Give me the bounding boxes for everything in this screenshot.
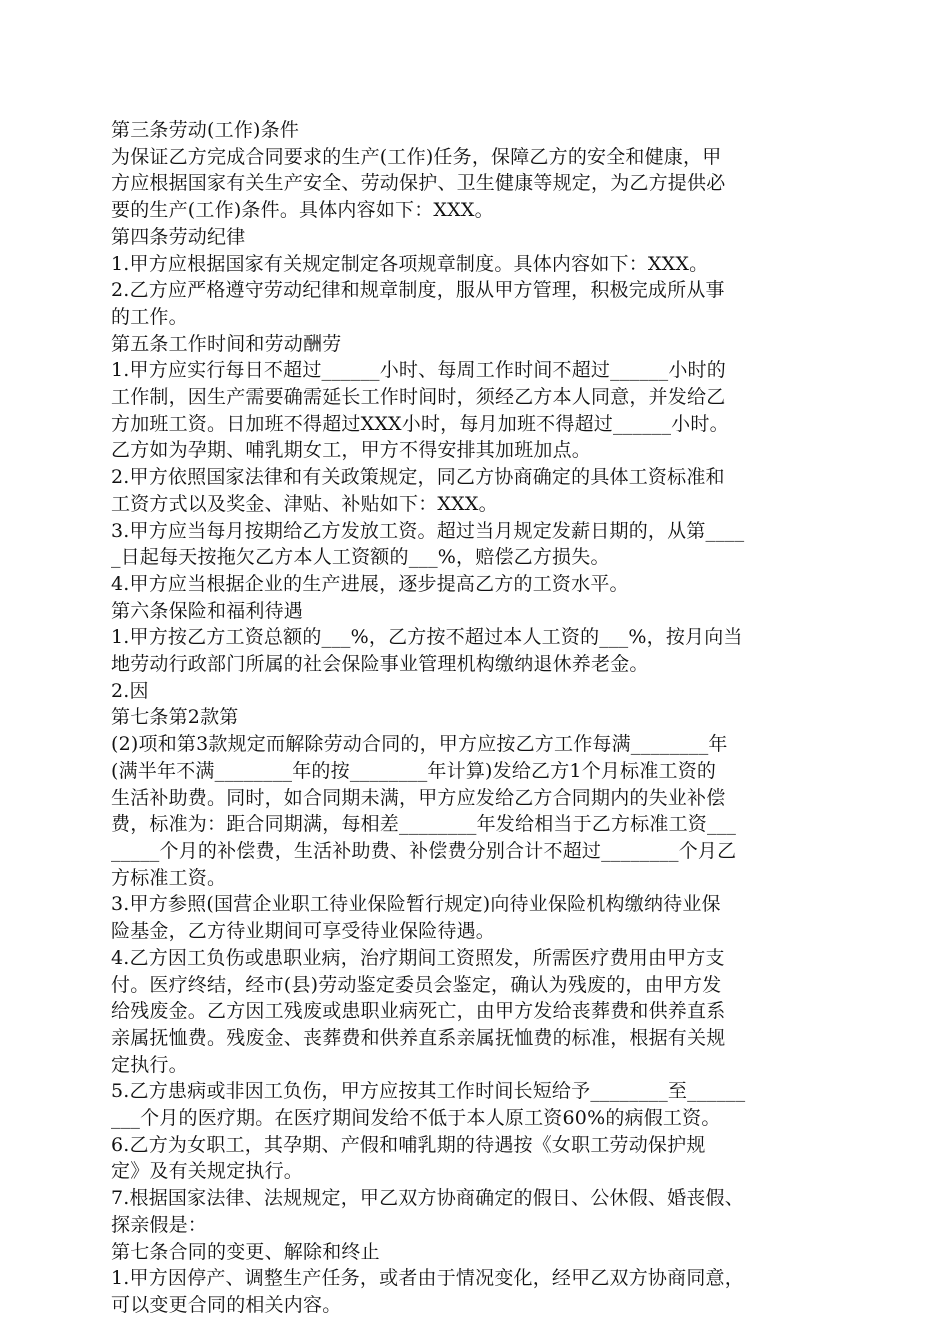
paragraph-line: 费，标准为：距合同期满，每相差________年发给相当于乙方标准工资___ [111, 813, 737, 836]
paragraph-line: 5.乙方患病或非因工负伤，甲方应按其工作时间长短给予________至______ [111, 1080, 746, 1103]
paragraph-line: 付。医疗终结，经市(县)劳动鉴定委员会鉴定，确认为残废的，由甲方发 [111, 973, 722, 996]
paragraph-line: 定执行。 [111, 1053, 188, 1076]
paragraph-line: 3.甲方参照(国营企业职工待业保险暂行规定)向待业保险机构缴纳待业保 [111, 893, 721, 916]
paragraph-line: 7.根据国家法律、法规规定，甲乙双方协商确定的假日、公休假、婚丧假、 [111, 1187, 744, 1210]
paragraph-line: 2.甲方依照国家法律和有关政策规定，同乙方协商确定的具体工资标准和 [111, 466, 725, 489]
paragraph-line: 定》及有关规定执行。 [111, 1160, 304, 1183]
paragraph-line: 生活补助费。同时，如合同期未满，甲方应发给乙方合同期内的失业补偿 [111, 786, 726, 809]
paragraph-line: 2.因 [111, 679, 149, 702]
paragraph-line: 6.乙方为女职工，其孕期、产假和哺乳期的待遇按《女职工劳动保护规 [111, 1133, 706, 1156]
paragraph-line: 要的生产(工作)条件。具体内容如下：XXX。 [111, 199, 494, 222]
paragraph-line: 探亲假是： [111, 1213, 208, 1236]
paragraph-line: 的工作。 [111, 305, 188, 328]
paragraph-line: 给残废金。乙方因工残废或患职业病死亡，由甲方发给丧葬费和供养直系 [111, 1000, 726, 1023]
paragraph-line: 1.甲方应实行每日不超过______小时、每周工作时间不超过______小时的 [111, 359, 726, 382]
paragraph-line: ___个月的医疗期。在医疗期间发给不低于本人原工资60%的病假工资。 [111, 1107, 721, 1130]
paragraph-line: 4.甲方应当根据企业的生产进展，逐步提高乙方的工资水平。 [111, 572, 629, 595]
paragraph-line: 险基金，乙方待业期间可享受待业保险待遇。 [111, 920, 496, 943]
section-6-heading: 第六条保险和福利待遇 [111, 599, 304, 622]
section-4-heading: 第四条劳动纪律 [111, 225, 246, 248]
paragraph-line: 4.乙方因工负伤或患职业病，治疗期间工资照发，所需医疗费用由甲方支 [111, 946, 725, 969]
paragraph-line: 方加班工资。日加班不得超过XXX小时，每月加班不得超过______小时。 [111, 412, 729, 435]
paragraph-line: 方标准工资。 [111, 866, 227, 889]
section-5-heading: 第五条工作时间和劳动酬劳 [111, 332, 342, 355]
section-7-heading: 第七条合同的变更、解除和终止 [111, 1240, 380, 1263]
paragraph-line: 2.乙方应严格遵守劳动纪律和规章制度，服从甲方管理，积极完成所从事 [111, 279, 725, 302]
paragraph-line: _日起每天按拖欠乙方本人工资额的___%，赔偿乙方损失。 [111, 546, 610, 569]
paragraph-line: 工资方式以及奖金、津贴、补贴如下：XXX。 [111, 492, 498, 515]
paragraph-line: 乙方如为孕期、哺乳期女工，甲方不得安排其加班加点。 [111, 439, 592, 462]
section-3-heading: 第三条劳动(工作)条件 [111, 119, 300, 141]
paragraph-line: 工作制，因生产需要确需延长工作时间时，须经乙方本人同意，并发给乙 [111, 386, 726, 409]
paragraph-line: 1.甲方按乙方工资总额的___%，乙方按不超过本人工资的___%，按月向当 [111, 626, 743, 649]
paragraph-line: 1.甲方因停产、调整生产任务，或者由于情况变化，经甲乙双方协商同意， [111, 1267, 744, 1290]
paragraph-line: (满半年不满________年的按________年计算)发给乙方1个月标准工资的 [111, 759, 717, 782]
paragraph-line: 为保证乙方完成合同要求的生产(工作)任务，保障乙方的安全和健康，甲 [111, 145, 722, 168]
paragraph-line: 地劳动行政部门所属的社会保险事业管理机构缴纳退休养老金。 [111, 653, 649, 676]
document-body [111, 117, 851, 1319]
paragraph-line: 亲属抚恤费。残废金、丧葬费和供养直系亲属抚恤费的标准，根据有关规 [111, 1026, 726, 1049]
paragraph-line: _____个月的补偿费，生活补助费、补偿费分别合计不超过________个月乙 [111, 839, 737, 862]
paragraph-line: (2)项和第3款规定而解除劳动合同的，甲方应按乙方工作每满________年 [111, 733, 728, 756]
paragraph-line: 方应根据国家有关生产安全、劳动保护、卫生健康等规定，为乙方提供必 [111, 172, 726, 195]
paragraph-line: 第七条第2款第 [111, 706, 239, 729]
paragraph-line: 1.甲方应根据国家有关规定制定各项规章制度。具体内容如下：XXX。 [111, 252, 709, 275]
paragraph-line: 3.甲方应当每月按期给乙方发放工资。超过当月规定发薪日期的，从第____ [111, 519, 745, 542]
paragraph-line: 可以变更合同的相关内容。 [111, 1293, 342, 1316]
